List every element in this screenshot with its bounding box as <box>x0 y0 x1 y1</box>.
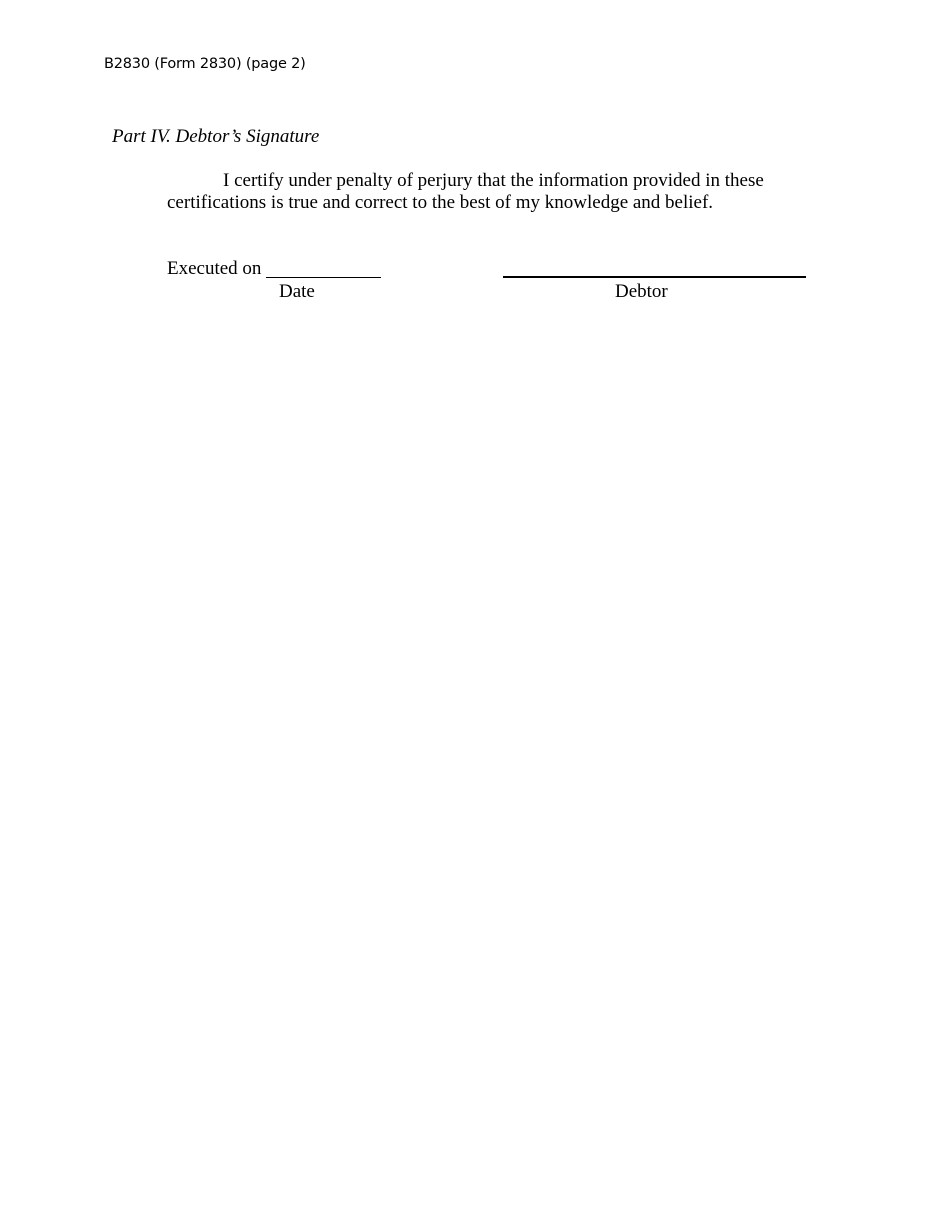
executed-on-label: Executed on <box>167 258 262 279</box>
part-title: Part IV. Debtor’s Signature <box>112 126 320 147</box>
certification-paragraph <box>167 170 787 214</box>
debtor-signature-line[interactable] <box>503 276 806 278</box>
date-signature-line[interactable] <box>266 277 381 278</box>
debtor-caption: Debtor <box>615 281 668 302</box>
form-header: B2830 (Form 2830) (page 2) <box>104 56 306 72</box>
certification-text: I certify under penalty of perjury that the information provided in these certifications is true and correct to the best of my knowledge and belief. <box>167 170 764 213</box>
date-caption: Date <box>279 281 315 302</box>
